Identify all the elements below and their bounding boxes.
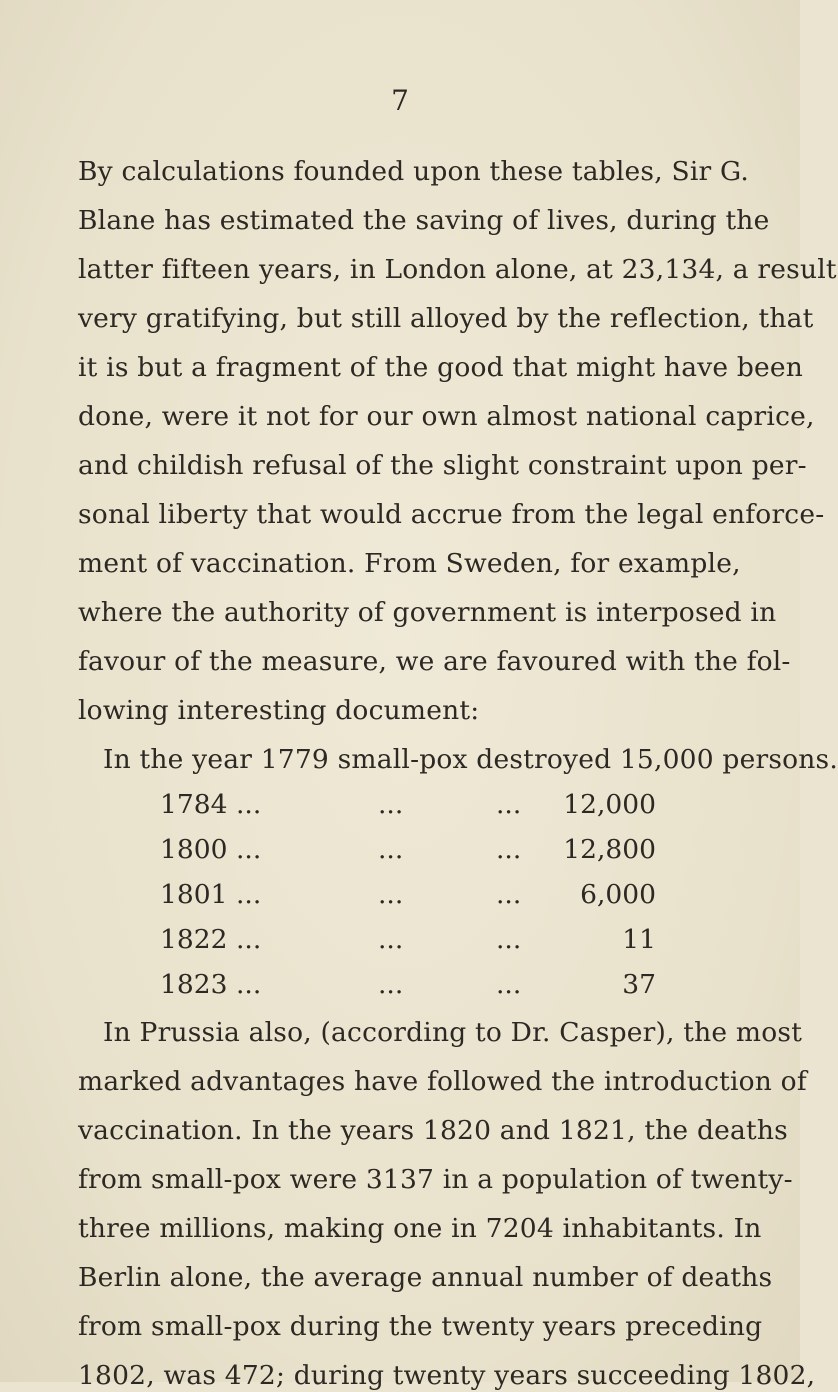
text-line: from small-pox were 3137 in a population of twenty-	[78, 1164, 793, 1195]
table-leader: ...	[496, 789, 522, 820]
table-year: 1823	[160, 969, 228, 1000]
text-line: very gratifying, but still alloyed by the reflection, that	[78, 303, 814, 334]
table-row	[0, 879, 800, 911]
table-value: 6,000	[580, 879, 656, 910]
table-leader: ...	[378, 879, 404, 910]
table-value: 12,000	[563, 789, 656, 820]
table-leader: ...	[496, 924, 522, 955]
table-leader: ...	[236, 834, 262, 865]
table-value: 12,800	[563, 834, 656, 865]
text-line: from small-pox during the twenty years preceding	[78, 1311, 763, 1342]
text-line: where the authority of government is interposed in	[78, 597, 777, 628]
text-line: 1802, was 472; during twenty years succeeding 1802,	[78, 1360, 816, 1391]
table-leader: ...	[496, 969, 522, 1000]
table-leader: ...	[378, 834, 404, 865]
text-line: sonal liberty that would accrue from the legal enforce-	[78, 499, 825, 530]
text-line: done, were it not for our own almost national caprice,	[78, 401, 815, 432]
table-leader: ...	[236, 879, 262, 910]
text-line: In the year 1779 small-pox destroyed 15,000 persons.	[103, 744, 838, 775]
table-row	[0, 834, 800, 866]
table-year: 1800	[160, 834, 228, 865]
table-row	[0, 789, 800, 821]
text-line: favour of the measure, we are favoured with the fol-	[78, 646, 791, 677]
table-leader: ...	[496, 834, 522, 865]
page-number: 7	[391, 84, 409, 117]
table-leader: ...	[496, 879, 522, 910]
table-leader: ...	[236, 924, 262, 955]
text-line: ment of vaccination. From Sweden, for example,	[78, 548, 741, 579]
text-line: By calculations founded upon these tables, Sir G.	[78, 156, 750, 187]
text-line: Berlin alone, the average annual number of deaths	[78, 1262, 773, 1293]
table-leader: ...	[378, 789, 404, 820]
text-line: Blane has estimated the saving of lives, during the	[78, 205, 770, 236]
table-year: 1784	[160, 789, 228, 820]
text-line: three millions, making one in 7204 inhabitants. In	[78, 1213, 762, 1244]
text-line: marked advantages have followed the introduction of	[78, 1066, 807, 1097]
table-leader: ...	[236, 789, 262, 820]
text-line: In Prussia also, (according to Dr. Casper), the most	[103, 1017, 803, 1048]
text-line: lowing interesting document:	[78, 695, 480, 726]
text-line: vaccination. In the years 1820 and 1821, the deaths	[78, 1115, 788, 1146]
table-value: 37	[622, 969, 656, 1000]
text-line: and childish refusal of the slight constraint upon per-	[78, 450, 807, 481]
table-row	[0, 924, 800, 956]
table-year: 1801	[160, 879, 228, 910]
table-leader: ...	[378, 969, 404, 1000]
text-line: latter fifteen years, in London alone, at 23,134, a result	[78, 254, 837, 285]
table-leader: ...	[236, 969, 262, 1000]
text-line: it is but a fragment of the good that might have been	[78, 352, 804, 383]
table-leader: ...	[378, 924, 404, 955]
table-row	[0, 969, 800, 1001]
table-value: 11	[622, 924, 656, 955]
table-year: 1822	[160, 924, 228, 955]
